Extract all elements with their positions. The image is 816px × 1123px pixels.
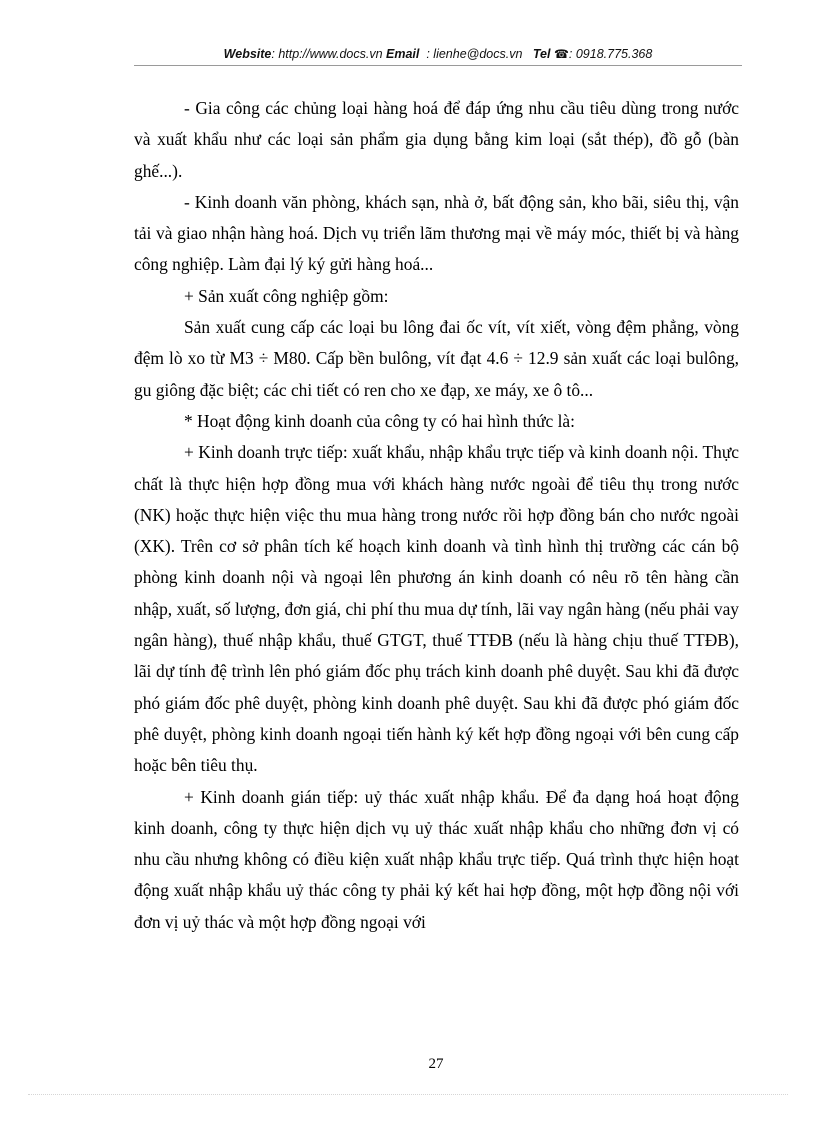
paragraph: - Gia công các chủng loại hàng hoá để đáp ứng nhu cầu tiêu dùng trong nước và xuất khẩu như các loại sản phẩm gia dụng bằng kim loại (sắt thép), đồ gỗ (bàn ghế...). xyxy=(134,98,739,181)
tel-value: : 0918.775.368 xyxy=(568,47,653,61)
telephone-icon: ☎ xyxy=(553,47,569,61)
footer-divider xyxy=(28,1094,788,1095)
tel-label: Tel xyxy=(532,47,551,61)
email-label: Email xyxy=(386,47,420,61)
paragraph: Sản xuất cung cấp các loại bu lông đai ốc vít, vít xiết, vòng đệm phẳng, vòng đệm lò xo từ M3 ÷ M80. Cấp bền bulông, vít đạt 4.6 ÷ 12.9 sản xuất các loại bulông, gu giông đặc biệt; các chi tiết có ren cho xe đạp, xe máy, xe ô tô... xyxy=(134,317,739,400)
document-body xyxy=(134,93,739,938)
website-label: Website xyxy=(223,47,272,61)
header-divider xyxy=(134,65,742,66)
paragraph: - Kinh doanh văn phòng, khách sạn, nhà ở, bất động sản, kho bãi, siêu thị, vận tải và giao nhận hàng hoá. Dịch vụ triển lãm thương mại về máy móc, thiết bị và hàng công nghiệp. Làm đại lý ký gửi hàng hoá... xyxy=(134,191,739,275)
paragraph: + Kinh doanh gián tiếp: uỷ thác xuất nhập khẩu. Để đa dạng hoá hoạt động kinh doanh, công ty thực hiện dịch vụ uỷ thác xuất nhập khẩu cho những đơn vị có nhu cầu nhưng không có điều kiện xuất nhập khẩu trực tiếp. Quá trình thực hiện hoạt động xuất nhập khẩu uỷ thác công ty phải ký kết hai hợp đồng, một hợp đồng nội với đơn vị uỷ thác và một hợp đồng ngoại với xyxy=(134,786,739,932)
email-value: : lienhe@docs.vn xyxy=(422,47,523,61)
page-number: 27 xyxy=(428,1056,444,1072)
website-value: : http://www.docs.vn xyxy=(271,47,383,61)
paragraph: + Sản xuất công nghiệp gồm: xyxy=(184,285,389,306)
page-header xyxy=(0,47,816,61)
paragraph: + Kinh doanh trực tiếp: xuất khẩu, nhập khẩu trực tiếp và kinh doanh nội. Thực chất là thực hiện hợp đồng mua với khách hàng nước ngoài để tiêu thụ trong nước (NK) hoặc thực hiện việc thu mua hàng trong nước rồi hợp đồng bán cho nước ngoài (XK). Trên cơ sở phân tích kế hoạch kinh doanh và tình hình thị trường các cán bộ phòng kinh doanh nội và ngoại lên phương án kinh doanh có nêu rõ tên hàng cần nhập, xuất, số lượng, đơn giá, chi phí thu mua dự tính, lãi vay ngân hàng (nếu phải vay ngân hàng), thuế nhập khẩu, thuế GTGT, thuế TTĐB (nếu là hàng chịu thuế TTĐB), lãi dự tính đệ trình lên phó giám đốc phụ trách kinh doanh phê duyệt. Sau khi đã được phó giám đốc phê duyệt, phòng kinh doanh phê duyệt. Sau khi đã được phó giám đốc phê duyệt, phòng kinh doanh ngoại tiến hành ký kết hợp đồng ngoại với bên cung cấp hoặc bên tiêu thụ. xyxy=(134,442,739,776)
paragraph: * Hoạt động kinh doanh của công ty có hai hình thức là: xyxy=(184,410,575,431)
